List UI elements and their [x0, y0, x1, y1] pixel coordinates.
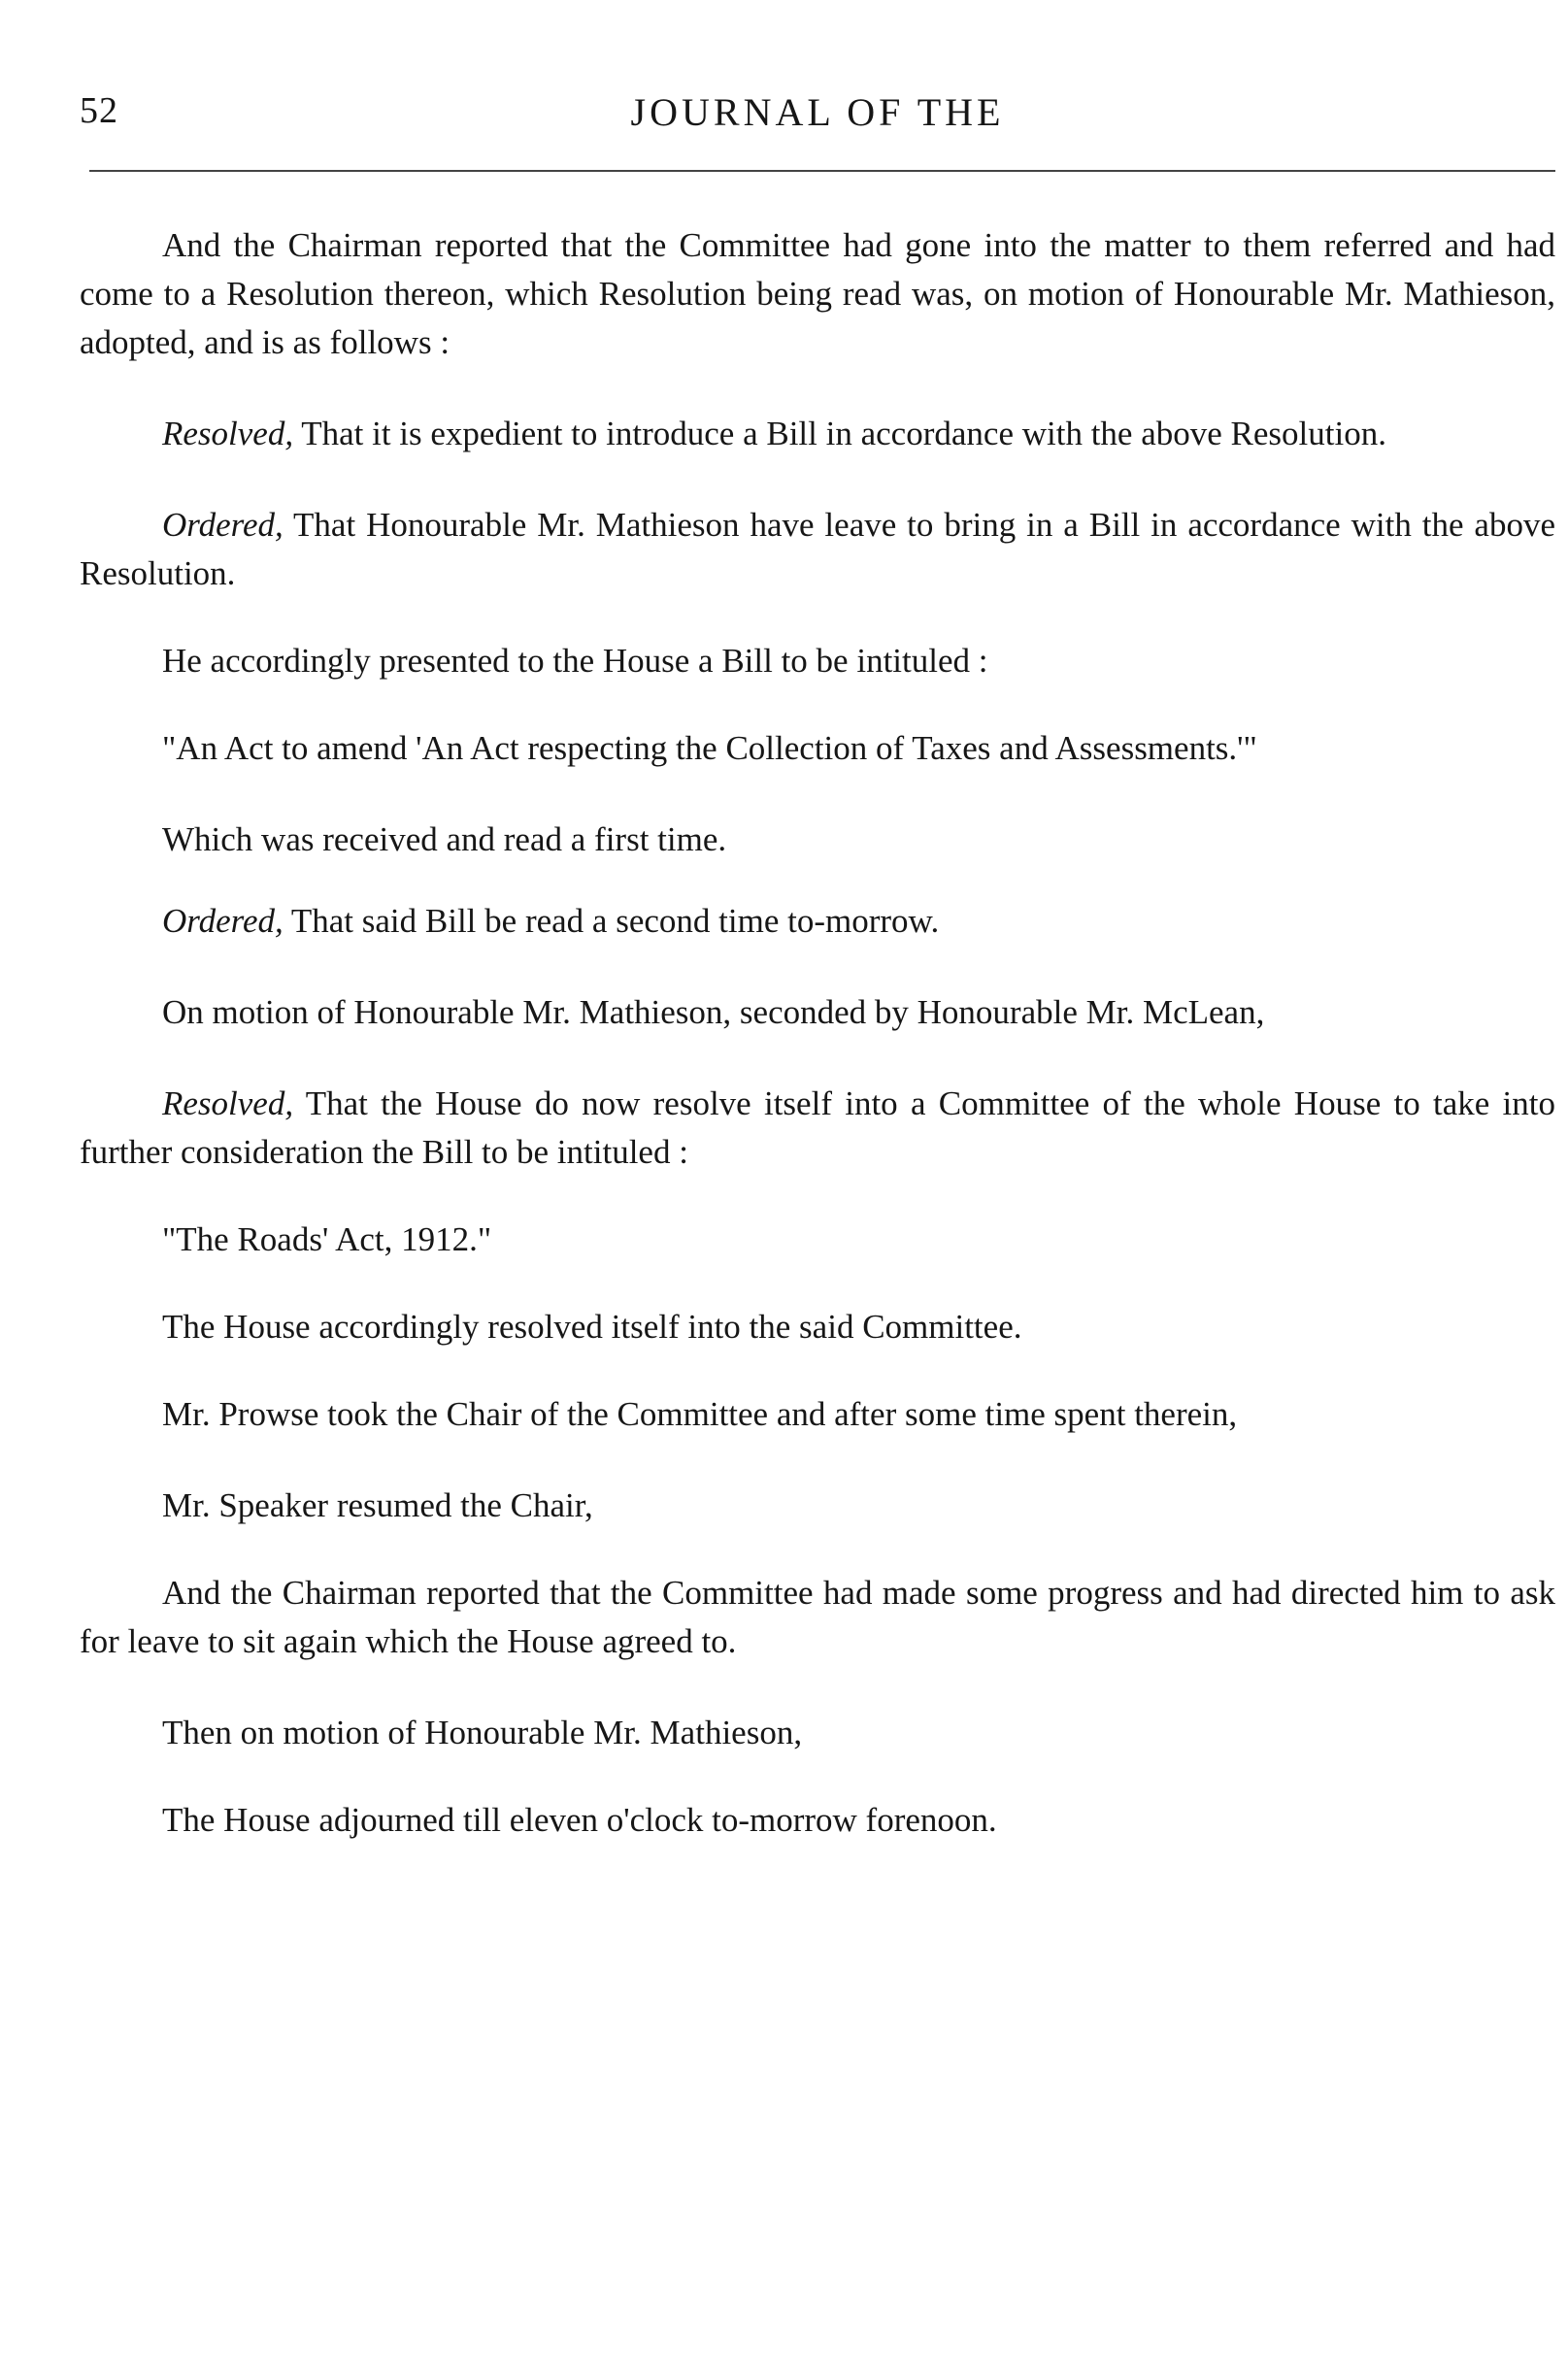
journal-body [80, 221, 1555, 1845]
paragraph-lead: Resolved, [162, 415, 294, 452]
paragraph-lead: Ordered, [162, 902, 284, 940]
paragraph-text: Which was received and read a first time. [162, 820, 727, 858]
paragraph-text: "The Roads' Act, 1912." [162, 1220, 492, 1258]
paragraph-lead: Resolved, [162, 1084, 294, 1122]
page-header [80, 89, 1555, 148]
bill-title-paragraph [80, 1216, 1555, 1264]
paragraph-text: Mr. Speaker resumed the Chair, [162, 1486, 593, 1524]
paragraph-text: Then on motion of Honourable Mr. Mathieson, [162, 1714, 803, 1751]
resolved-paragraph [80, 1080, 1555, 1177]
paragraph-text: The House adjourned till eleven o'clock to-morrow forenoon. [162, 1801, 997, 1839]
paragraph-text: The House accordingly resolved itself into the said Committee. [162, 1308, 1022, 1346]
paragraph-text: That Honourable Mr. Mathieson have leave to bring in a Bill in accordance with the above Resolution. [80, 506, 1555, 592]
paragraph-text: "An Act to amend 'An Act respecting the Collection of Taxes and Assessments.'" [162, 729, 1257, 767]
progress-report-paragraph [80, 1569, 1555, 1666]
paragraph-text: And the Chairman reported that the Committee had made some progress and had directed him to ask for leave to sit again which the House agreed to. [80, 1574, 1555, 1660]
bill-presented-paragraph [80, 637, 1555, 685]
ordered-paragraph [80, 501, 1555, 598]
paragraph-text: He accordingly presented to the House a Bill to be intituled : [162, 642, 988, 680]
running-title: JOURNAL OF THE [630, 90, 1005, 134]
paragraph-text: On motion of Honourable Mr. Mathieson, seconded by Honourable Mr. McLean, [162, 993, 1265, 1031]
speaker-paragraph [80, 1482, 1555, 1530]
motion-paragraph [80, 1709, 1555, 1757]
paragraph-text: That it is expedient to introduce a Bill in accordance with the above Resolution. [301, 415, 1386, 452]
first-reading-paragraph [80, 816, 1555, 864]
chair-paragraph [80, 1390, 1555, 1439]
chairman-report-paragraph [80, 221, 1555, 367]
bill-title-paragraph [80, 724, 1555, 773]
resolved-paragraph [80, 410, 1555, 458]
page-number: 52 [80, 90, 118, 131]
paragraph-text: Mr. Prowse took the Chair of the Committee and after some time spent therein, [162, 1395, 1238, 1433]
header-rule [89, 170, 1555, 172]
motion-paragraph [80, 988, 1555, 1037]
paragraph-lead: Ordered, [162, 506, 284, 544]
paragraph-text: That the House do now resolve itself into a Committee of the whole House to take into further consideration the Bill to be intituled : [80, 1084, 1555, 1171]
paragraph-text: That said Bill be read a second time to-morrow. [290, 902, 940, 940]
ordered-paragraph [80, 897, 1555, 946]
committee-paragraph [80, 1303, 1555, 1351]
paragraph-text: And the Chairman reported that the Committee had gone into the matter to them referred and had come to a Resolution thereon, which Resolution being read was, on motion of Honourable Mr. Mathieson, adopted, and is as follows : [80, 226, 1555, 361]
adjournment-paragraph [80, 1796, 1555, 1845]
